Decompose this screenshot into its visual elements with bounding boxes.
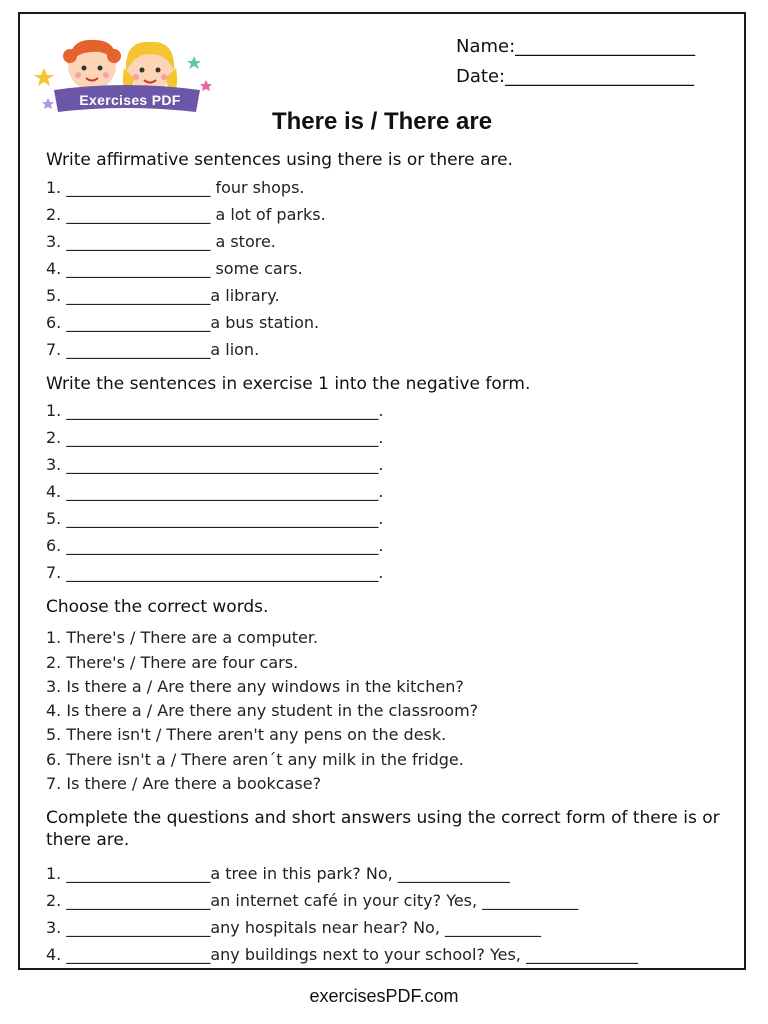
exercise-3-item: 2. There's / There are four cars. — [46, 653, 299, 672]
exercise-2-item: 4. _______________________________________. — [46, 482, 384, 501]
exercise-2-item: 6. _______________________________________. — [46, 536, 384, 555]
worksheet — [18, 12, 746, 970]
exercise-1-item: 2. __________________ a lot of parks. — [46, 205, 326, 224]
exercise-1-item: 5. __________________a library. — [46, 286, 280, 305]
exercise-3-item: 5. There isn't / There aren't any pens on the desk. — [46, 725, 447, 744]
exercise-1-heading: Write affirmative sentences using there is or there are. — [46, 150, 513, 170]
exercise-2-item: 1. _______________________________________. — [46, 401, 384, 420]
exercise-2-heading: Write the sentences in exercise 1 into the negative form. — [46, 374, 531, 394]
exercise-4-item: 2. __________________an internet café in your city? Yes, ____________ — [46, 891, 579, 910]
name-field: Name:____________________ — [456, 36, 696, 57]
footer-site-link[interactable]: exercisesPDF.com — [309, 986, 459, 1006]
exercise-3-heading: Choose the correct words. — [46, 597, 269, 617]
exercise-1-item: 1. __________________ four shops. — [46, 178, 305, 197]
exercise-4-item: 1. __________________a tree in this park? No, ______________ — [46, 864, 510, 883]
exercise-4-item: 3. __________________any hospitals near hear? No, ____________ — [46, 918, 541, 937]
exercise-1-item: 4. __________________ some cars. — [46, 259, 303, 278]
exercise-2-item: 3. _______________________________________. — [46, 455, 384, 474]
exercise-2-item: 2. _______________________________________. — [46, 428, 384, 447]
exercise-3-item: 3. Is there a / Are there any windows in the kitchen? — [46, 677, 464, 696]
exercise-1-item: 3. __________________ a store. — [46, 232, 276, 251]
exercise-3-item: 1. There's / There are a computer. — [46, 628, 319, 647]
exercise-1-item: 7. __________________a lion. — [46, 340, 260, 359]
logo-text: Exercises PDF — [79, 92, 181, 108]
exercise-2-item: 5. _______________________________________. — [46, 509, 384, 528]
exercise-3-item: 7. Is there / Are there a bookcase? — [46, 774, 322, 793]
exercise-4-item: 4. __________________any buildings next to your school? Yes, ______________ — [46, 945, 638, 964]
worksheet-title: There is / There are — [271, 108, 493, 135]
exercise-3-item: 6. There isn't a / There aren´t any milk in the fridge. — [46, 750, 464, 769]
exercise-2-item: 7. _______________________________________. — [46, 563, 384, 582]
exercise-4-heading: Complete the questions and short answers using the correct form of there is or there are. — [46, 808, 720, 850]
date-field: Date:_____________________ — [456, 66, 695, 87]
exercise-1-item: 6. __________________a bus station. — [46, 313, 320, 332]
exercise-3-item: 4. Is there a / Are there any student in the classroom? — [46, 701, 479, 720]
